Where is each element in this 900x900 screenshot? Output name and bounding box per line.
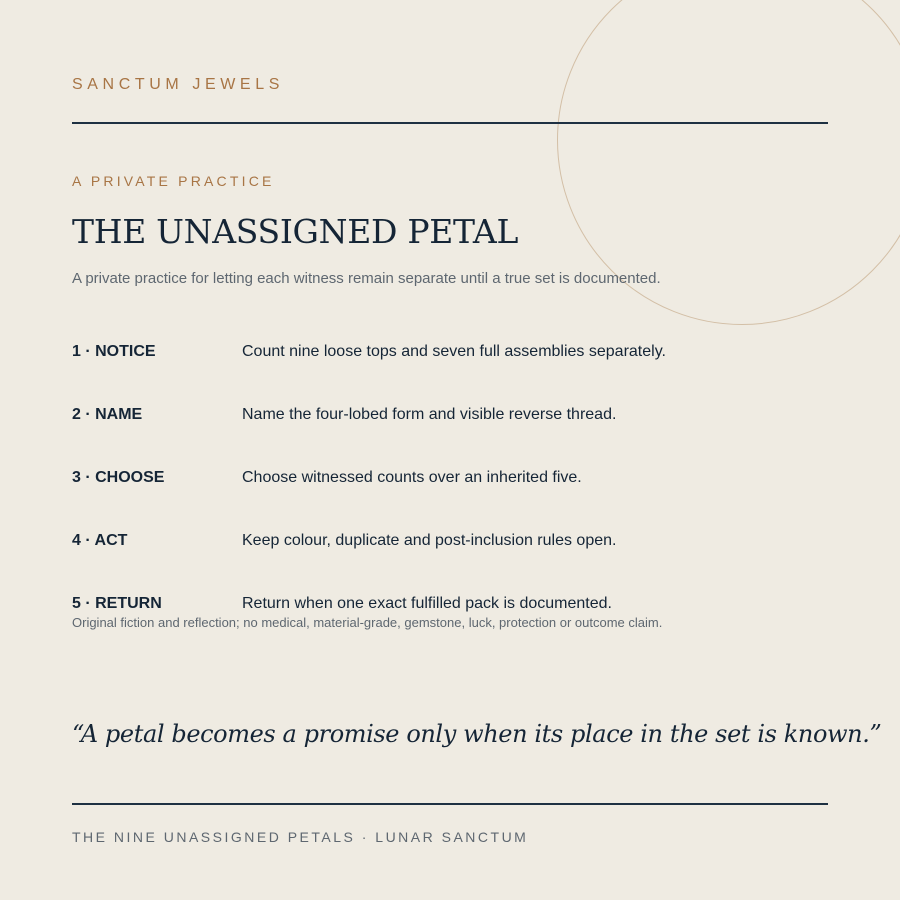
bottom-divider xyxy=(72,803,828,805)
page-title: THE UNASSIGNED PETAL xyxy=(72,212,519,251)
step-act xyxy=(72,532,828,595)
step-text: Count nine loose tops and seven full assemblies separately. xyxy=(242,343,666,360)
step-choose xyxy=(72,469,828,532)
step-notice xyxy=(72,343,828,406)
disclaimer-note: Original fiction and reflection; no medical, material-grade, gemstone, luck, protection or outcome claim. xyxy=(72,615,663,630)
step-text: Choose witnessed counts over an inherited five. xyxy=(242,469,582,486)
top-divider xyxy=(72,122,828,124)
step-label: 2 · NAME xyxy=(72,406,143,423)
eyebrow-label: A PRIVATE PRACTICE xyxy=(72,173,275,189)
step-label: 5 · RETURN xyxy=(72,595,162,612)
step-label: 3 · CHOOSE xyxy=(72,469,165,486)
page-subtitle: A private practice for letting each witness remain separate until a true set is documented. xyxy=(72,270,661,287)
brand-name: SANCTUM JEWELS xyxy=(72,76,284,93)
footer-text: THE NINE UNASSIGNED PETALS · LUNAR SANCTUM xyxy=(72,829,529,845)
pull-quote: “A petal becomes a promise only when its place in the set is known.” xyxy=(72,720,882,748)
step-label: 1 · NOTICE xyxy=(72,343,156,360)
step-label: 4 · ACT xyxy=(72,532,128,549)
step-name xyxy=(72,406,828,469)
step-text: Name the four-lobed form and visible reverse thread. xyxy=(242,406,617,423)
step-text: Keep colour, duplicate and post-inclusion rules open. xyxy=(242,532,617,549)
step-text: Return when one exact fulfilled pack is documented. xyxy=(242,595,612,612)
steps-list xyxy=(72,343,828,658)
